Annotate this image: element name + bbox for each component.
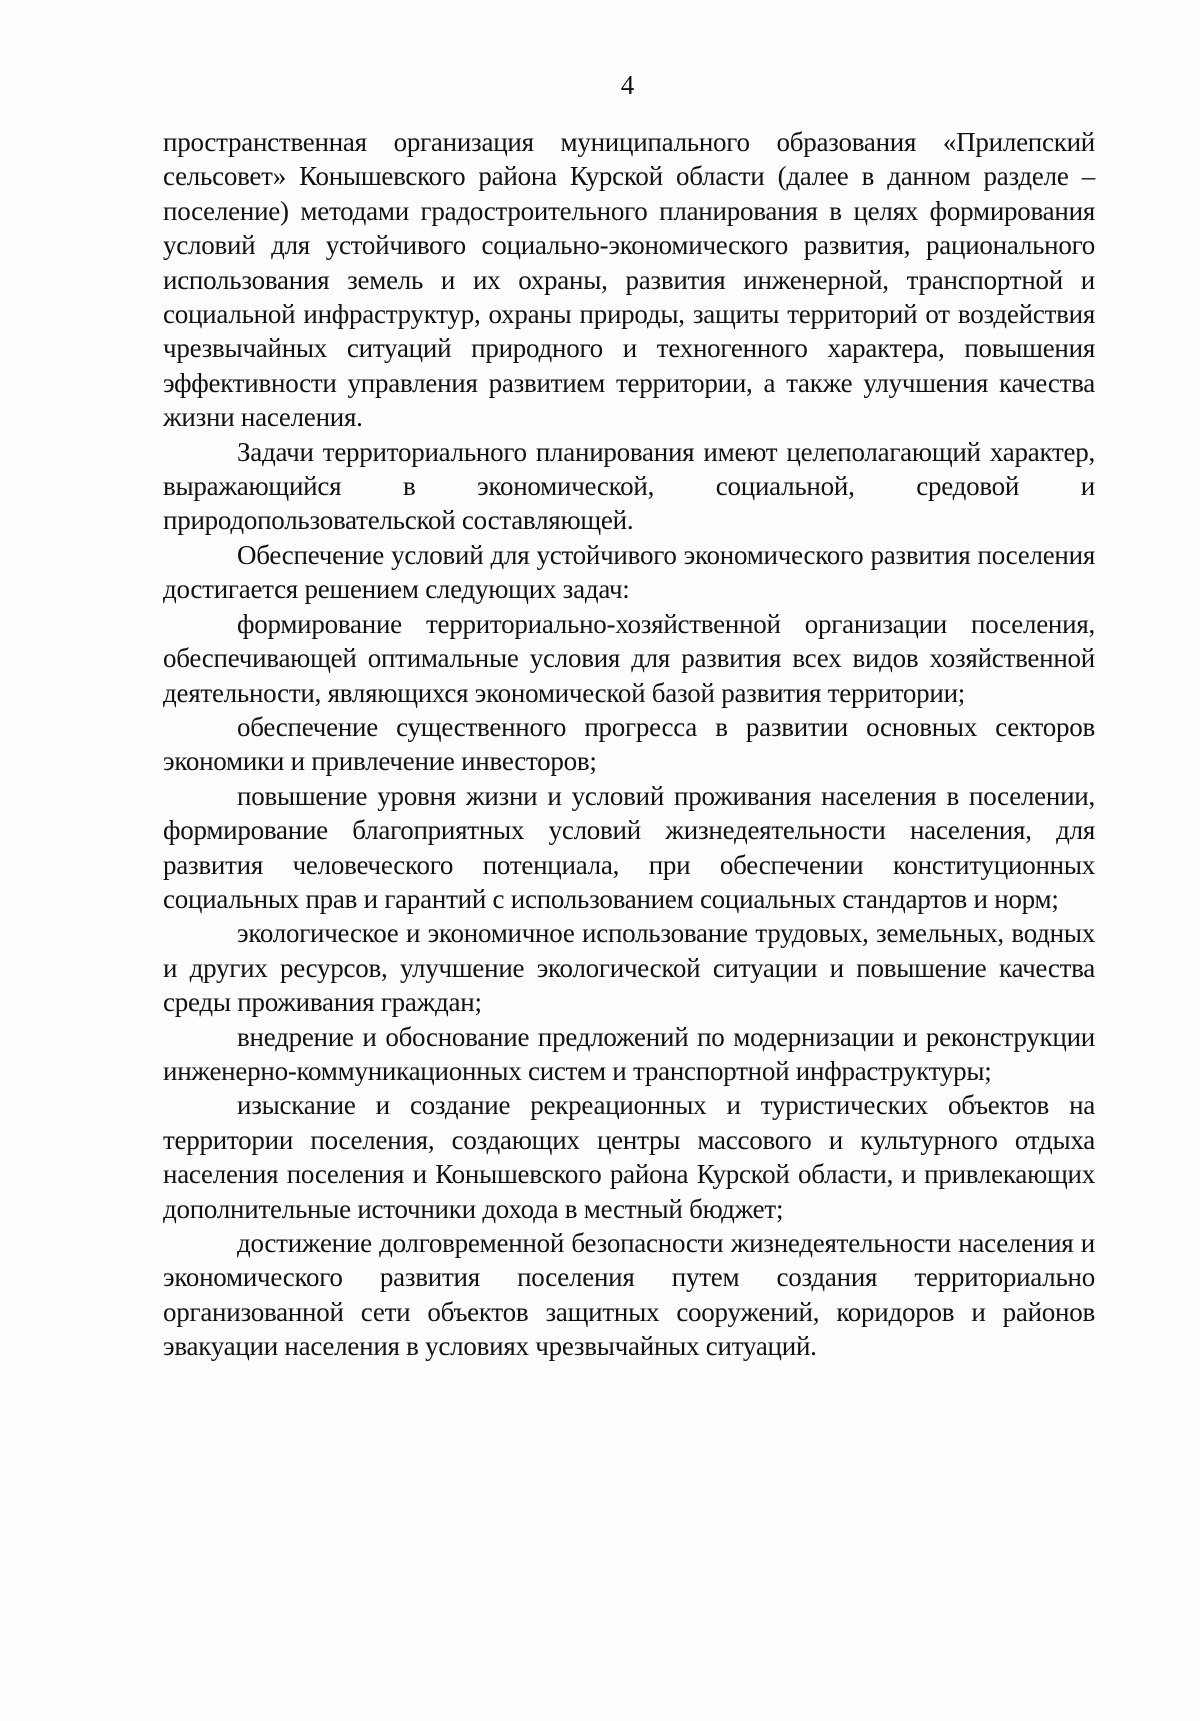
list-item: формирование территориально-хозяйственной организации поселения, обеспечивающей оптимальные условия для развития всех видов хозяйственной деятельности, являющихся экономической базой развития территории;	[163, 608, 1095, 708]
list-item: обеспечение существенного прогресса в развитии основных секторов экономики и привлечение инвесторов;	[163, 711, 1095, 777]
paragraph: Обеспечение условий для устойчивого экономического развития поселения достигается решением следующих задач:	[163, 539, 1095, 605]
list-item: повышение уровня жизни и условий проживания населения в поселении, формирование благоприятных условий жизнедеятельности населения, для развития человеческого потенциала, при обеспечении конституционных социальных прав и гарантий с использованием социальных стандартов и норм;	[163, 780, 1095, 914]
document-body	[163, 125, 1095, 1364]
list-item: изыскание и создание рекреационных и туристических объектов на территории поселения, создающих центры массового и культурного отдыха населения поселения и Конышевского района Курской области, и привлекающих дополнительные источники дохода в местный бюджет;	[163, 1090, 1095, 1224]
page-number: 4	[620, 70, 635, 100]
paragraph: пространственная организация муниципального образования «Прилепский сельсовет» Конышевского района Курской области (далее в данном разделе – поселение) методами градостроительного планирования в целях формирования условий для устойчивого социально-экономического развития, рационального использования земель и их охраны, развития инженерной, транспортной и социальной инфраструктур, охраны природы, защиты территорий от воздействия чрезвычайных ситуаций природного и техногенного характера, повышения эффективности управления развитием территории, а также улучшения качества жизни населения.	[163, 127, 1095, 433]
paragraph: Задачи территориального планирования имеют целеполагающий характер, выражающийся в экономической, социальной, средовой и природопользовательской составляющей.	[163, 436, 1095, 536]
list-item: достижение долговременной безопасности жизнедеятельности населения и экономического развития поселения путем создания территориально организованной сети объектов защитных сооружений, коридоров и районов эвакуации населения в условиях чрезвычайных ситуаций.	[163, 1228, 1095, 1362]
list-item: внедрение и обоснование предложений по модернизации и реконструкции инженерно-коммуникационных систем и транспортной инфраструктуры;	[163, 1021, 1095, 1086]
list-item: экологическое и экономичное использование трудовых, земельных, водных и других ресурсов, улучшение экологической ситуации и повышение качества среды проживания граждан;	[163, 918, 1095, 1018]
